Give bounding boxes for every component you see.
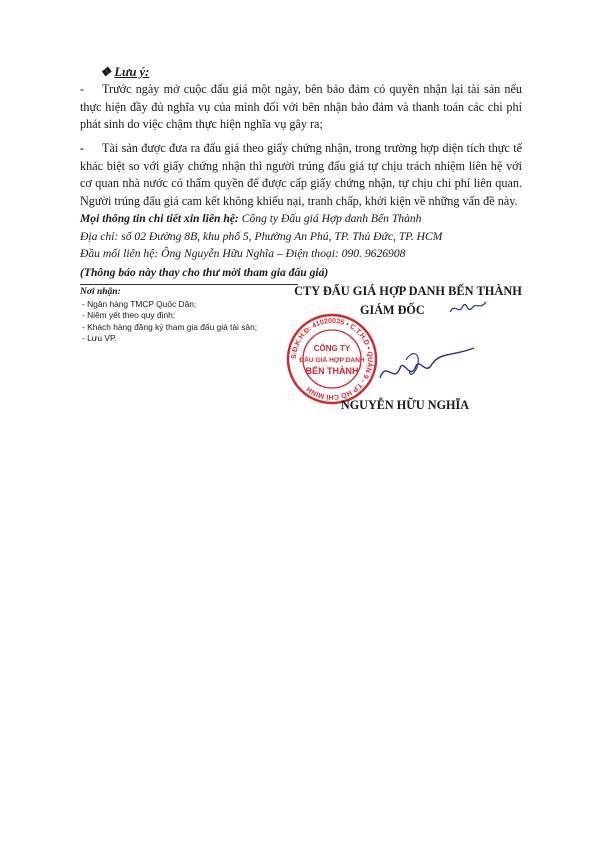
recipients-block [80, 284, 298, 345]
recipient-item: - Niêm yết theo quy định; [82, 310, 176, 320]
recipients-title: Nơi nhận: [80, 287, 121, 297]
recipient-item: - Ngân hàng TMCP Quốc Dân; [82, 298, 197, 309]
company-name: CTY ĐẤU GIÁ HỢP DANH BẾN THÀNH [294, 284, 522, 298]
diamond-bullet-icon: ❖ [100, 65, 112, 79]
closing-note: (Thông báo này thay cho thư mời tham gia đấu giá) [80, 266, 329, 279]
contact-liaison: Đầu mối liên hệ: Ông Nguyễn Hữu Nghĩa – Điện thoại: 090. 9626908 [80, 247, 406, 260]
note-item-text: Trước ngày mở cuộc đấu giá một ngày, bên bảo đảm có quyền nhận lại tài sản nếu thực hiện đầy đủ nghĩa vụ của mình đối với bên nhận bảo đảm và thanh toán các chi phí phát sinh do việc chậm thực hiện nghĩa vụ gây ra; [80, 82, 522, 131]
contact-intro-label: Mọi thông tin chi tiết xin liên hệ: [80, 212, 239, 225]
recipient-item: - Lưu VP. [82, 333, 117, 343]
seal-ring-text: S.Đ.K.H.Đ: 41020035 • C.T.H.D • QUẬN 9 - T.P HỒ CHÍ MINH [290, 317, 374, 401]
note-item-dash: - [80, 141, 85, 155]
note-item-text: Tài sản được đưa ra đấu giá theo giấy chứng nhận, trong trường hợp diện tích thực tế khác biệt so với giấy chứng nhận thì người trúng đấu giá tự chịu trách nhiệm liên hệ với cơ quan nhà nước có thẩm quyền để được cấp giấy chứng nhận, tự chịu chi phí liên quan. Người trúng đấu giá cam kết không khiếu nại, tranh chấp, khởi kiện về những vấn đề này. [80, 141, 522, 208]
contact-intro-value: Công ty Đấu giá Hợp danh Bến Thành [241, 212, 422, 225]
contact-intro [80, 212, 421, 225]
director-signature-icon [350, 330, 480, 400]
contact-address: Địa chỉ: số 02 Đường 8B, khu phố 5, Phường An Phú, TP. Thủ Đức, TP. HCM [80, 230, 443, 243]
note-item-dash: - [80, 82, 85, 96]
recipient-item: - Khách hàng đăng ký tham gia đấu giá tài sản; [82, 321, 258, 332]
note-item-2 [80, 140, 522, 210]
seal-line-3: BẾN THÀNH [305, 366, 359, 376]
initial-signature-icon [448, 296, 488, 320]
note-heading-label: Lưu ý: [114, 65, 150, 79]
note-item-1 [80, 81, 522, 134]
note-heading [100, 64, 149, 80]
seal-line-1: CÔNG TY [313, 344, 351, 353]
seal-line-2: ĐẤU GIÁ HỢP DANH [299, 357, 365, 364]
signer-name: NGUYỄN HỮU NGHĨA [340, 398, 470, 412]
position-title: GIÁM ĐỐC [360, 303, 425, 317]
